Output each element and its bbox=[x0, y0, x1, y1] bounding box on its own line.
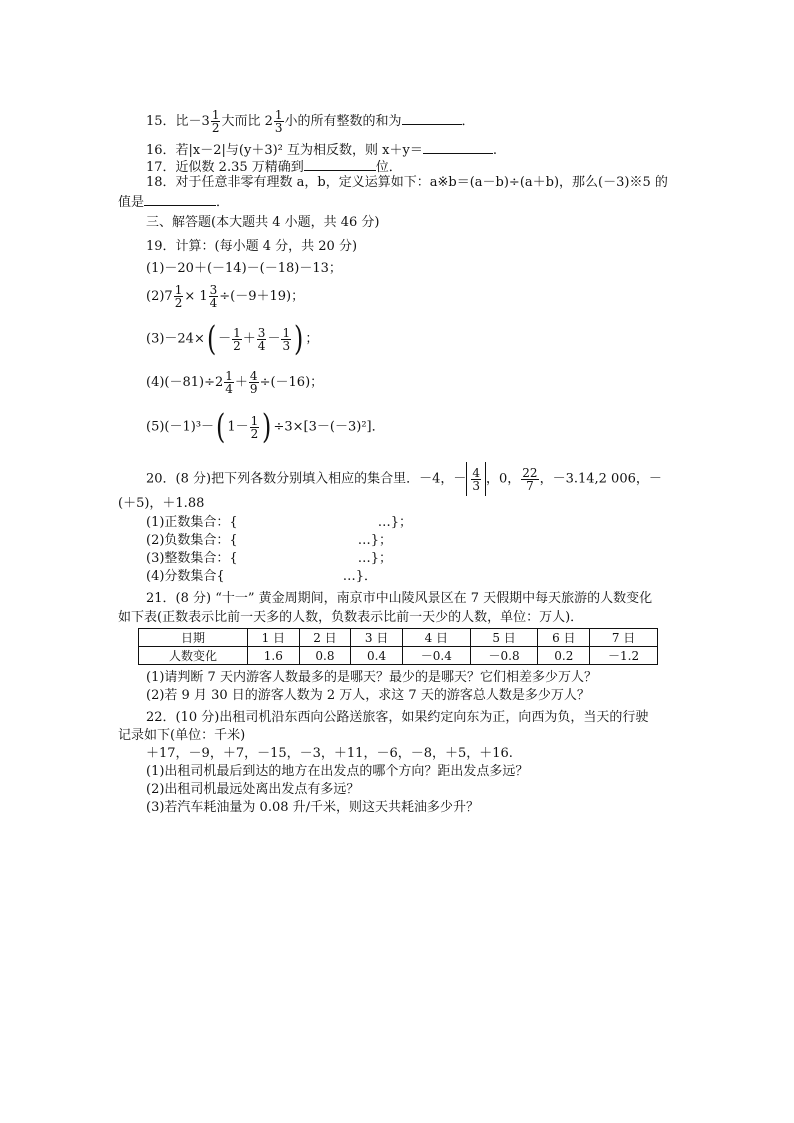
table-header-cell: 6 日 bbox=[538, 629, 590, 647]
table-cell: 0.4 bbox=[351, 647, 403, 665]
q22-part-3: (3)若汽车耗油量为 0.08 升/千米，则这天共耗油多少升？ bbox=[146, 800, 480, 815]
question-22-line2: 记录如下(单位：千米) bbox=[118, 728, 246, 743]
question-17: 17．近似数 2.35 万精确到 位． bbox=[146, 160, 402, 175]
fraction: $\frac{1}{3}$ bbox=[282, 325, 291, 353]
set-integer: (3)整数集合：{ …}； bbox=[146, 551, 392, 566]
table-cell: 人数变化 bbox=[139, 647, 248, 665]
set-positive: (1)正数集合：{ …}； bbox=[146, 515, 412, 530]
table-cell: 0.8 bbox=[299, 647, 351, 665]
table-cell: 0.2 bbox=[538, 647, 590, 665]
table-row bbox=[139, 647, 658, 665]
question-20-line1: 20．(8 分)把下列各数分别填入相应的集合里．－4，－ $\frac{4}{3}$ ，0， $\frac{22}{7}$ ，－3.14,2 006，－ bbox=[146, 462, 662, 496]
question-19-stem: 19．计算：(每小题 4 分，共 20 分) bbox=[146, 239, 358, 254]
question-20-line2: (＋5)，＋1.88 bbox=[118, 496, 205, 511]
table-cell: －0.4 bbox=[402, 647, 470, 665]
fraction: $\frac{3}{4}$ bbox=[209, 283, 218, 310]
table-header-row bbox=[139, 629, 658, 647]
fraction: $\frac{1}{2}$ bbox=[233, 325, 241, 353]
absolute-value bbox=[466, 462, 486, 496]
question-18-line1: 18．对于任意非零有理数 a，b，定义运算如下：a※b＝(a－b)÷(a＋b)，那么(－3)※5 的 bbox=[146, 175, 668, 190]
q15-text-a: 15．比－3 bbox=[146, 114, 210, 129]
q19-part-1: (1)－20＋(－14)－(－18)－13； bbox=[146, 261, 342, 276]
q21-part-2: (2)若 9 月 30 日的游客人数为 2 万人，求这 7 天的游客总人数是多少万人？ bbox=[146, 688, 590, 703]
table-header-cell: 4 日 bbox=[402, 629, 470, 647]
table-header-cell: 3 日 bbox=[351, 629, 403, 647]
table-header-cell: 7 日 bbox=[590, 629, 658, 647]
q19-part-5: (5)(－1)³－( 1－ $\frac{1}{2}$ ) ÷3×[3－(－3)²]． bbox=[146, 407, 385, 447]
section-title: 三、解答题(本大题共 4 小题，共 46 分) bbox=[146, 215, 380, 230]
answer-blank bbox=[423, 141, 493, 154]
q19-part-4: (4)(－81)÷2 $\frac{1}{4}$ ＋ $\frac{4}{9}$ ÷(－16)； bbox=[146, 369, 324, 396]
fraction: $\frac{1}{4}$ bbox=[225, 369, 233, 396]
fraction: $\frac{3}{4}$ bbox=[257, 325, 266, 353]
table-header-cell: 日期 bbox=[139, 629, 248, 647]
question-16: 16．若|x－2|与(y＋3)² 互为相反数，则 x＋y＝ . bbox=[146, 143, 497, 158]
q19-part-2: (2)7 $\frac{1}{2}$ × 1 $\frac{3}{4}$ ÷(－9＋19)； bbox=[146, 283, 305, 310]
question-22-data: ＋17，－9，＋7，－15，－3，＋11，－6，－8，＋5，＋16. bbox=[146, 746, 513, 761]
left-paren: ( bbox=[216, 407, 226, 447]
q21-part-1: (1)请判断 7 天内游客人数最多的是哪天？最少的是哪天？它们相差多少万人？ bbox=[146, 670, 597, 685]
answer-blank bbox=[304, 158, 376, 171]
answer-blank bbox=[144, 193, 216, 206]
question-15: 15．比－3 $\frac{1}{2}$ 大而比 2 $\frac{1}{3}$ 小的所有整数的和为 ． bbox=[146, 108, 475, 135]
table-header-cell: 1 日 bbox=[248, 629, 300, 647]
right-paren: ) bbox=[294, 319, 304, 359]
q19-part-3: (3)－24×( － $\frac{1}{2}$ ＋ $\frac{3}{4}$ － $\frac{1}{3}$ ) ； bbox=[146, 319, 319, 359]
left-paren: ( bbox=[206, 319, 217, 359]
set-negative: (2)负数集合：{ …}； bbox=[146, 533, 392, 548]
visitor-change-table bbox=[138, 628, 658, 665]
table-header-cell: 2 日 bbox=[299, 629, 351, 647]
fraction: $\frac{22}{7}$ bbox=[522, 465, 538, 493]
fraction: $\frac{1}{2}$ bbox=[250, 413, 259, 441]
right-paren: ) bbox=[262, 407, 272, 447]
fraction: $\frac{1}{2}$ bbox=[211, 108, 220, 135]
fraction: $\frac{4}{9}$ bbox=[249, 369, 258, 396]
fraction: $\frac{1}{2}$ bbox=[174, 283, 183, 310]
question-22-line1: 22．(10 分)出租司机沿东西向公路送旅客，如果约定向东为正，向西为负，当天的行驶 bbox=[146, 710, 649, 725]
question-18-line2: 值是 ． bbox=[118, 195, 230, 210]
q22-part-1: (1)出租司机最后到达的地方在出发点的哪个方向？距出发点多远？ bbox=[146, 764, 529, 779]
q22-part-2: (2)出租司机最远处离出发点有多远？ bbox=[146, 782, 360, 797]
table-cell: －1.2 bbox=[590, 647, 658, 665]
q15-text-c: 小的所有整数的和为 bbox=[284, 114, 402, 129]
table-cell: 1.6 bbox=[248, 647, 300, 665]
table-header-cell: 5 日 bbox=[470, 629, 538, 647]
table-cell: －0.8 bbox=[470, 647, 538, 665]
set-fraction: (4)分数集合{ …}． bbox=[146, 569, 377, 584]
question-21-line1: 21．(8 分) “十一” 黄金周期间，南京市中山陵风景区在 7 天假期中每天旅游的人数变化 bbox=[146, 591, 653, 606]
answer-blank bbox=[402, 112, 462, 125]
q15-text-b: 大而比 2 bbox=[221, 114, 273, 129]
fraction: $\frac{1}{3}$ bbox=[274, 108, 283, 135]
question-21-line2: 如下表(正数表示比前一天多的人数，负数表示比前一天少的人数，单位：万人)． bbox=[118, 610, 584, 625]
fraction: $\frac{4}{3}$ bbox=[472, 465, 481, 493]
